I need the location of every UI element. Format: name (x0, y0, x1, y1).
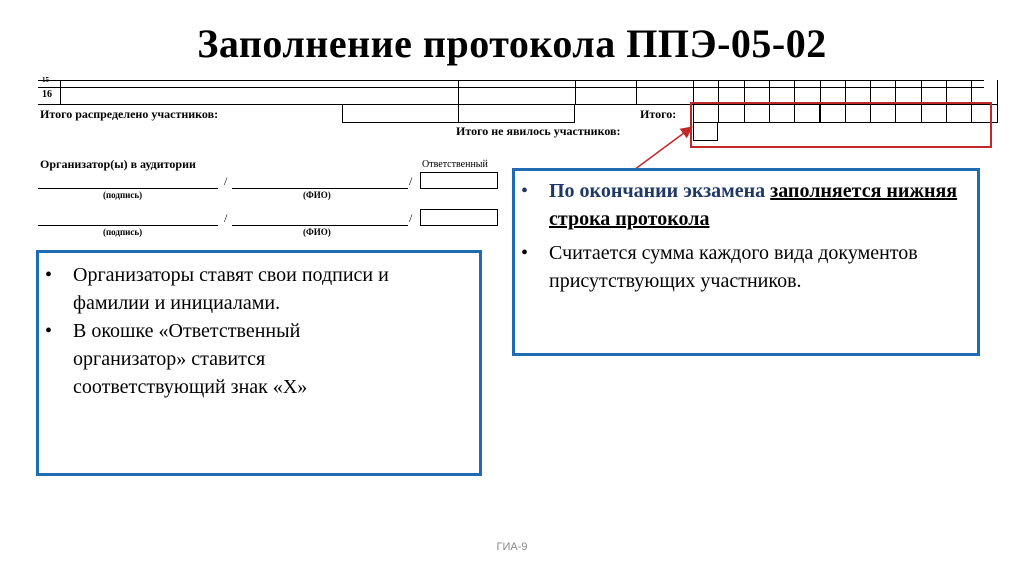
bullet-icon: • (45, 264, 53, 286)
form-column-line (971, 80, 972, 104)
form-column-line (718, 80, 719, 104)
fio-caption: (ФИО) (303, 227, 331, 237)
bullet-text-underlined: заполняется нижняя строка протокола (549, 180, 958, 230)
form-column-line (60, 80, 61, 104)
form-column-line (575, 80, 576, 104)
form-column-line (458, 80, 459, 104)
slide-footer: ГИА-9 (496, 541, 528, 553)
total-distributed-cell (342, 104, 459, 123)
form-column-line (997, 80, 998, 104)
protocol-note-box (512, 168, 980, 356)
responsible-checkbox (420, 209, 498, 226)
form-column-line (870, 80, 871, 104)
total-absent-label: Итого не явилось участников: (456, 124, 621, 138)
form-column-line (744, 80, 745, 104)
slash: / (409, 174, 413, 188)
form-column-line (895, 80, 896, 104)
form-column-line (636, 80, 637, 104)
list-item (39, 261, 463, 317)
bullet-icon: • (45, 320, 53, 342)
form-column-line (769, 80, 770, 104)
organizers-note-box (36, 250, 482, 476)
slash: / (224, 211, 228, 225)
row-number-15: 15 (42, 76, 49, 84)
responsible-label: Ответственный (422, 159, 488, 170)
form-column-line (693, 80, 694, 104)
bullet-icon: • (521, 180, 529, 202)
page-title: Заполнение протокола ППЭ-05-02 (197, 21, 827, 66)
form-row-line (38, 87, 984, 88)
fio-line (232, 225, 408, 226)
fio-line (232, 188, 408, 189)
bullet-text: Считается сумма каждого вида документов присутствующих участников. (549, 242, 918, 292)
list-item (515, 239, 969, 295)
signature-caption: (подпись) (103, 190, 143, 200)
list-item (39, 317, 403, 401)
list-item (515, 177, 959, 233)
fio-caption: (ФИО) (303, 190, 331, 200)
form-column-line (946, 80, 947, 104)
signature-line (38, 188, 218, 189)
form-column-line (845, 80, 846, 104)
signature-caption: (подпись) (103, 227, 143, 237)
slash: / (224, 174, 228, 188)
form-row-line (38, 80, 984, 81)
total-label: Итого: (640, 107, 677, 121)
total-distributed-label: Итого распределено участников: (40, 107, 219, 121)
bullet-icon: • (521, 242, 529, 264)
form-column-line (794, 80, 795, 104)
bullet-text: Организаторы ставят свои подписи и фамилии и инициалами. (73, 264, 389, 314)
slash: / (409, 211, 413, 225)
signature-line (38, 225, 218, 226)
highlight-frame (690, 102, 992, 148)
bullet-text: В окошке «Ответственный организатор» ставится соответствующий знак «Х» (73, 320, 308, 398)
responsible-checkbox (420, 172, 498, 189)
total-distributed-cell (458, 104, 575, 123)
form-column-line (820, 80, 821, 104)
form-column-line (921, 80, 922, 104)
organizers-label: Организатор(ы) в аудитории (40, 157, 196, 171)
row-number-16: 16 (42, 89, 52, 100)
bullet-text-emphasis: По окончании экзамена (549, 180, 771, 202)
